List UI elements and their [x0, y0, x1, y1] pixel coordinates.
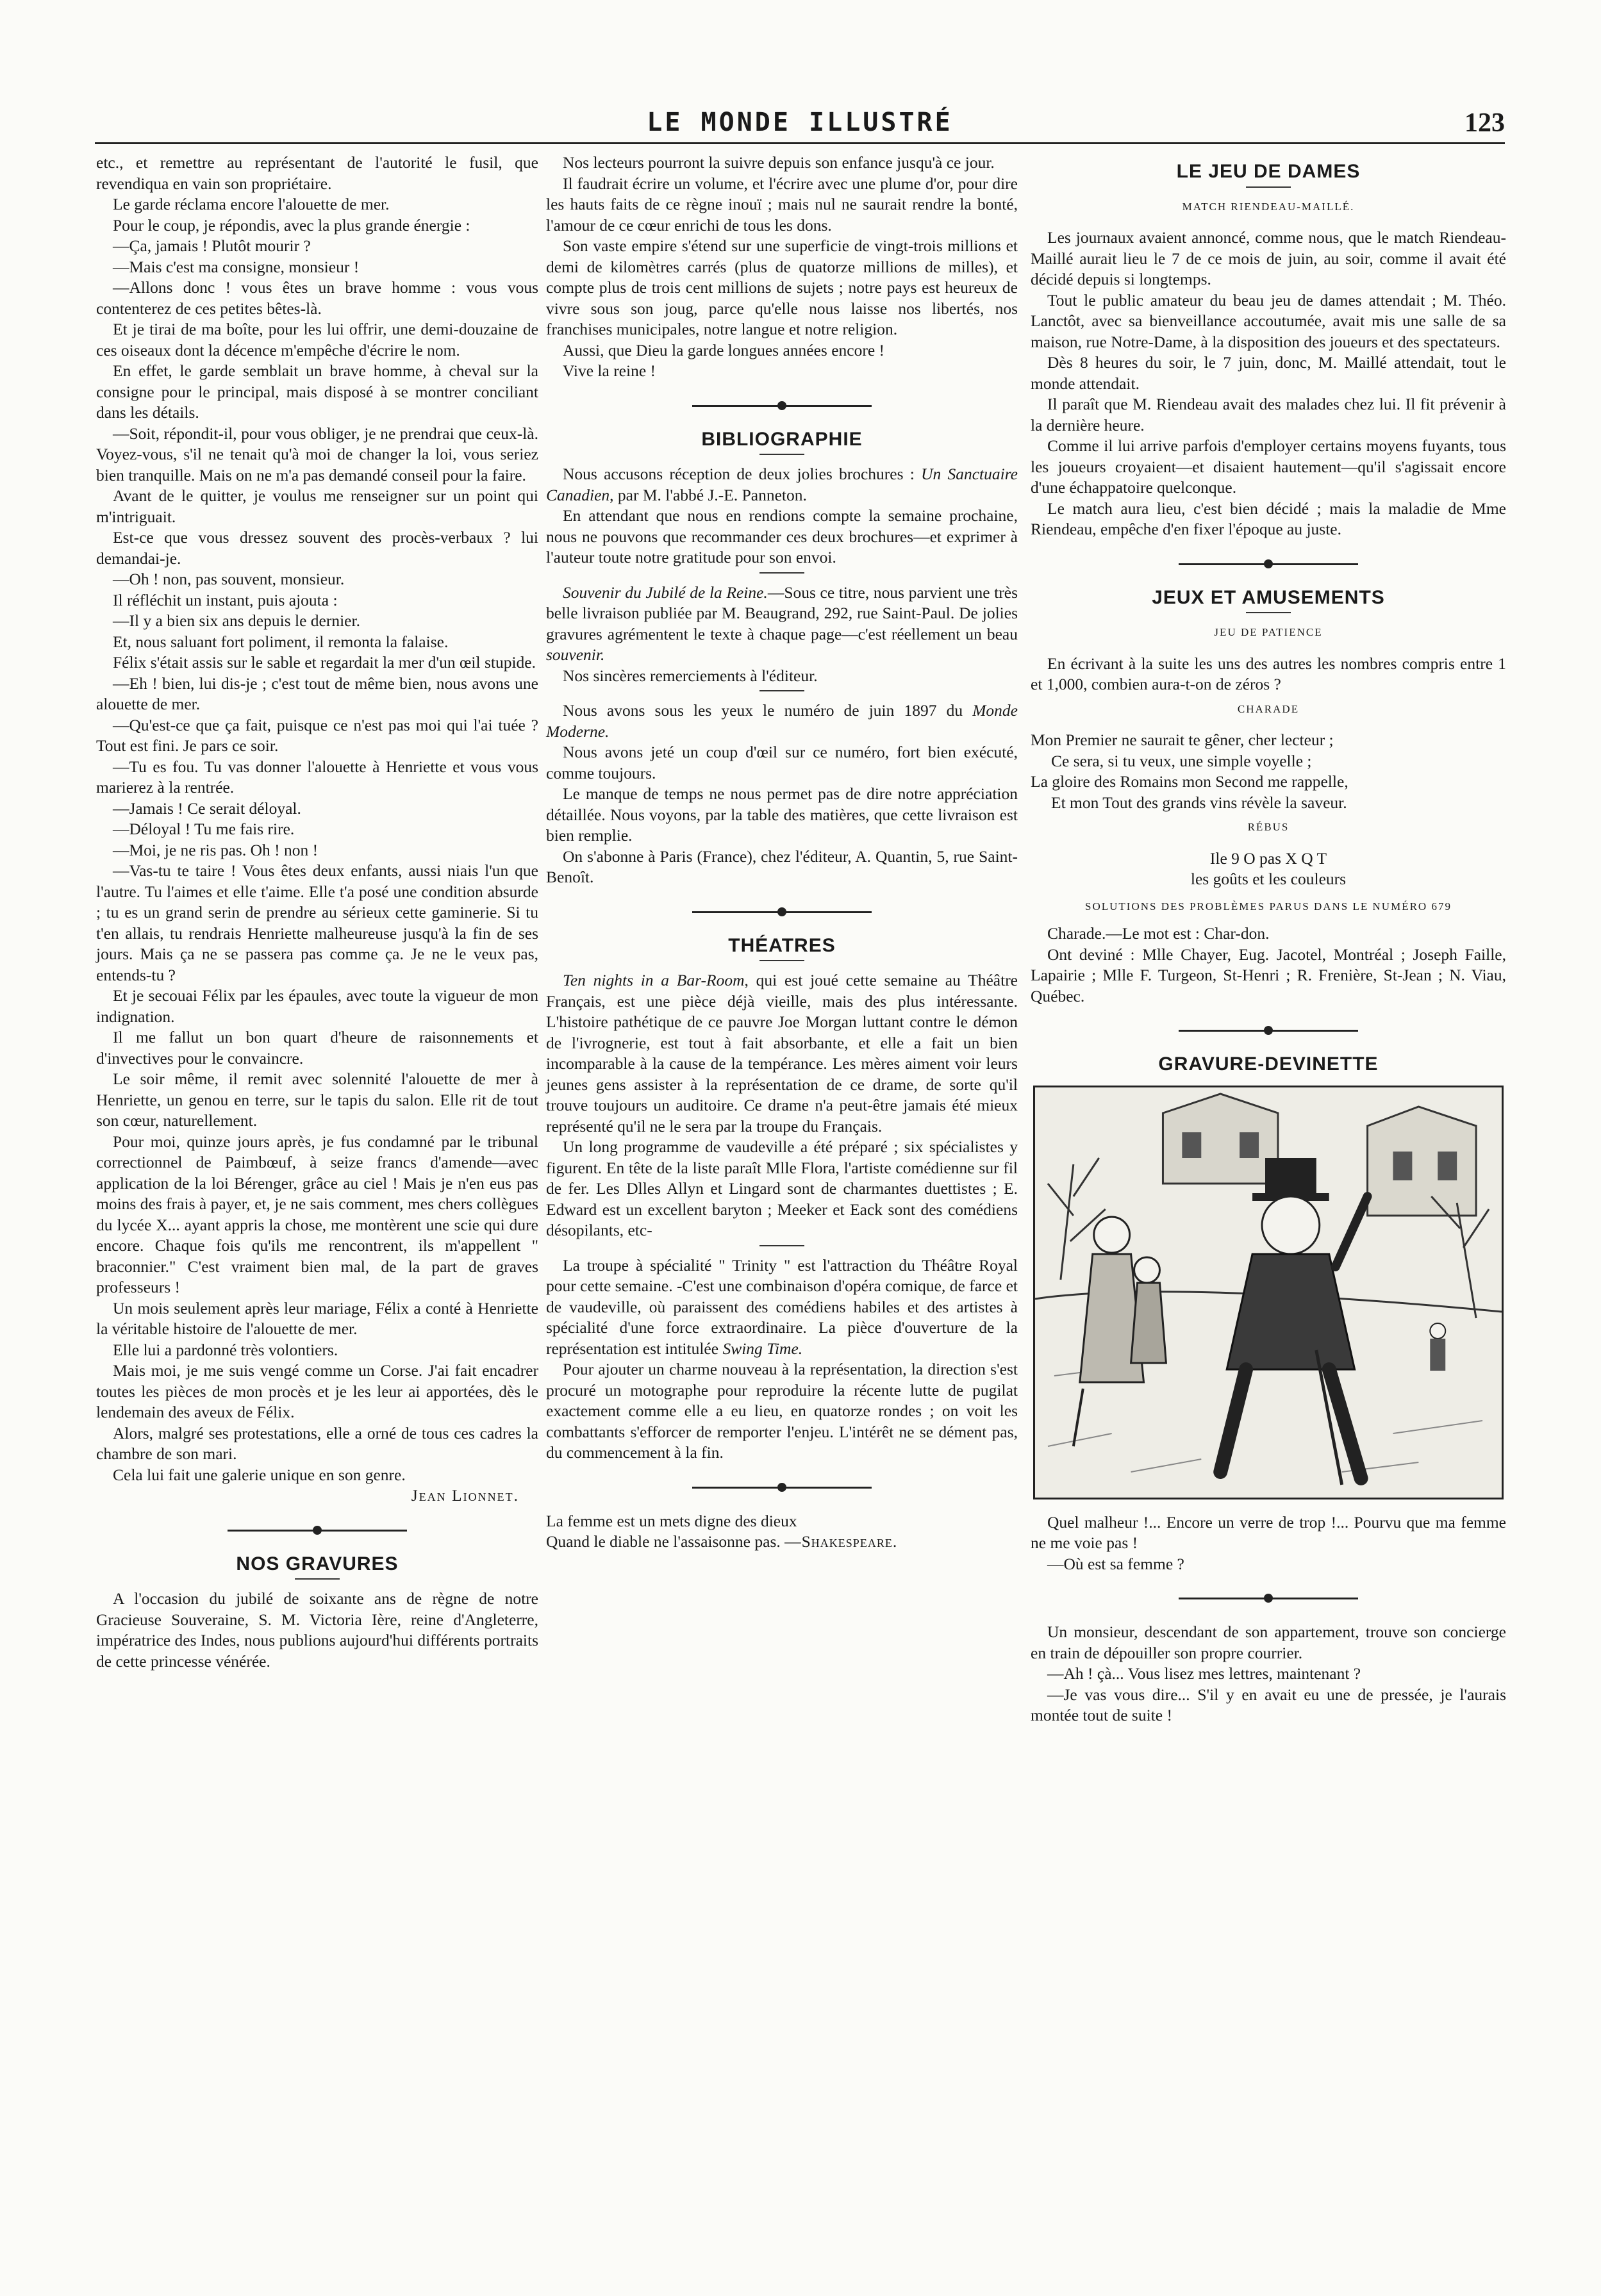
paragraph: Comme il lui arrive parfois d'employer certains moyens fuyants, tous les joueurs croyaient—et disaient hautement—qu'il s'agissait encore d'une échappatoire quelconque.: [1031, 436, 1506, 497]
paragraph: —Oh ! non, pas souvent, monsieur.: [113, 570, 345, 588]
paragraph: —Je vas vous dire... S'il y en avait eu une de pressée, je l'aurais montée tout de suite !: [1031, 1685, 1506, 1724]
paragraph: A l'occasion du jubilé de soixante ans de règne de notre Gracieuse Souveraine, S. M. Victoria Ière, reine d'Angleterre, impératrice des Indes, nous publions aujourd'hui différents portraits de cette princesse vénérée.: [96, 1589, 538, 1671]
column-2: [546, 153, 1018, 1553]
paragraph: —Mais c'est ma consigne, monsieur !: [113, 257, 360, 276]
paragraph: —Déloyal ! Tu me fais rire.: [113, 820, 295, 838]
paragraph: Alors, malgré ses protestations, elle a orné de tous ces cadres la chambre de son mari.: [96, 1423, 538, 1463]
engraving-drawing: [1035, 1087, 1502, 1498]
heading-rule: [295, 1578, 340, 1580]
label-charade: CHARADE: [1237, 702, 1300, 715]
paragraph: Charade.—Le mot est : Char-don.: [1047, 924, 1270, 943]
paragraph: —Ça, jamais ! Plutôt mourir ?: [113, 236, 311, 255]
paragraph: Et je secouai Félix par les épaules, avec toute la vigueur de mon indignation.: [96, 986, 538, 1026]
paragraph: —Tu es fou. Tu vas donner l'alouette à Henriette et vous vous marierez à la rentrée.: [96, 757, 538, 797]
quote-line: La femme est un mets digne des dieux: [546, 1511, 797, 1530]
paragraph-rule: [759, 690, 804, 691]
paragraph: Un long programme de vaudeville a été préparé ; six spécialistes y figurent. En tête de la liste paraît Mlle Flora, l'artiste comédienne sur fil de fer. Les Dlles Allyn et Lingard sont de charmantes duettistes ; E. Edward est un excellent baryton ; Meeker et Eack sont des comédiens désopilants, etc-: [546, 1137, 1018, 1239]
paragraph: Et je tirai de ma boîte, pour les lui offrir, une demi-douzaine de ces oiseaux dont la décence m'empêche d'écrire le nom.: [96, 320, 538, 359]
masthead: [95, 108, 1505, 144]
paragraph: Vive la reine !: [563, 361, 656, 380]
paragraph: Pour ajouter un charme nouveau à la représentation, la direction s'est procuré un motographe pour reproduire la récente lutte de pugilat exactement comme elle a eu lieu, en quatorze rondes ; on voit les combattants s'efforcer de remporter l'enjeu. L'intérêt ne se dément pas, du commencement à la fin.: [546, 1360, 1018, 1462]
paragraph: —Ah ! çà... Vous lisez mes lettres, maintenant ?: [1047, 1664, 1361, 1683]
engraving-illustration: [1033, 1086, 1504, 1499]
quote-author: —Shakespeare.: [784, 1532, 898, 1551]
paragraph: Il me fallut un bon quart d'heure de raisonnements et d'invectives pour le convaincre.: [96, 1028, 538, 1068]
author-signature: Jean Lionnet.: [411, 1486, 519, 1505]
paragraph: En écrivant à la suite les uns des autres les nombres compris entre 1 et 1,000, combien aura-t-on de zéros ?: [1031, 654, 1506, 693]
masthead-title: LE MONDE ILLUSTRÉ: [647, 108, 953, 137]
paragraph-rule: [759, 572, 804, 574]
paragraph: Le match aura lieu, c'est bien décidé ; mais la maladie de Mme Riendeau, empêche d'en fixer l'époque au juste.: [1031, 499, 1506, 538]
paragraph: Un monsieur, descendant de son appartement, trouve son concierge en train de dépouiller son propre courrier.: [1031, 1623, 1506, 1662]
section-heading-theatres: THÉATRES: [728, 934, 836, 956]
heading-rule: [759, 960, 804, 961]
heading-rule: [1246, 612, 1291, 613]
rebus-line: les goûts et les couleurs: [1190, 870, 1347, 888]
paragraph: Les journaux avaient annoncé, comme nous, que le match Riendeau-Maillé aurait lieu le 7 de ce mois de juin, au soir, comme il avait été décidé depuis si longtemps.: [1031, 228, 1506, 288]
paragraph: En effet, le garde semblait un brave homme, à cheval sur la consigne pour le principal, mais disposé à se montrer conciliant dans les détails.: [96, 361, 538, 422]
paragraph: —Jamais ! Ce serait déloyal.: [113, 798, 301, 818]
paragraph: Le manque de temps ne nous permet pas de dire notre appréciation détaillée. Nous voyons, par la table des matières, que cette livraison est bien remplie.: [546, 784, 1018, 845]
rebus-line: Ile 9 O pas X Q T: [1209, 848, 1327, 868]
label-solutions: SOLUTIONS DES PROBLÈMES PARUS DANS LE NUMÉRO 679: [1085, 900, 1452, 913]
paragraph: —Eh ! bien, lui dis-je ; c'est tout de même bien, nous avons une alouette de mer.: [96, 673, 538, 713]
paragraph: Avant de le quitter, je voulus me renseigner sur un point qui m'intriguait.: [96, 486, 538, 526]
charade-line: La gloire des Romains mon Second me rappelle,: [1031, 772, 1348, 791]
paragraph: Nos lecteurs pourront la suivre depuis son enfance jusqu'à ce jour.: [563, 153, 995, 172]
ornamental-separator: [692, 401, 872, 410]
paragraph: Est-ce que vous dressez souvent des procès-verbaux ? lui demandai-je.: [96, 528, 538, 568]
charade-line: Ce sera, si tu veux, une simple voyelle ;: [1051, 751, 1312, 770]
paragraph: —Vas-tu te taire ! Vous êtes deux enfants, aussi niais l'un que l'autre. Tu l'aimes et elle t'aime. Elle t'a posé une condition absurde ; tu es un grand serin de prendre au sérieux cette gaminerie. Si tu t'en allais, tu rendrais Henriette malheureuse jusqu'à la fin de ses jours. Mais ça ne se passera pas comme ça. Je ne le veux pas, entends-tu ?: [96, 861, 538, 984]
paragraph: Pour moi, quinze jours après, je fus condamné par le tribunal correctionnel de Paimbœuf, à seize francs d'amende—avec application de la loi Bérenger, grâce au ciel ! Mais je n'en eus pas moins des frais à payer, et, je ne sais comment, mes chers collègues du lycée X... ayant appris la chose, me montèrent une scie qui dure encore. Chaque fois qu'ils me rencontrent, ils m'appellent " braconnier." C'est vraiment bien mal, de la part de graves professeurs !: [96, 1132, 538, 1296]
engraving-caption: Quel malheur !... Encore un verre de trop !... Pourvu que ma femme ne me voie pas !: [1031, 1512, 1506, 1552]
charade-line: Et mon Tout des grands vins révèle la saveur.: [1051, 793, 1347, 812]
ornamental-separator: [692, 1483, 872, 1492]
paragraph: Nous avons sous les yeux le numéro de juin 1897 du Monde Moderne.: [546, 701, 1018, 741]
paragraph: Il paraît que M. Riendeau avait des malades chez lui. Il fit prévenir à la dernière heure.: [1031, 395, 1506, 434]
paragraph: Pour le coup, je répondis, avec la plus grande énergie :: [113, 215, 470, 235]
paragraph: Cela lui fait une galerie unique en son genre.: [113, 1465, 406, 1484]
ornamental-separator: [1179, 1594, 1358, 1603]
paragraph: Elle lui a pardonné très volontiers.: [113, 1340, 338, 1359]
paragraph-rule: [759, 1245, 804, 1246]
paragraph: —Soit, répondit-il, pour vous obliger, je ne prendrai que ceux-là. Voyez-vous, s'il ne tenait qu'à moi de changer la loi, vous seriez bien tranquille. Mais on ne m'a pas demandé conseil pour la faire.: [96, 424, 538, 484]
paragraph: On s'abonne à Paris (France), chez l'éditeur, A. Quantin, 5, rue Saint-Benoît.: [546, 847, 1018, 886]
paragraph: En attendant que nous en rendions compte la semaine prochaine, nous ne pouvons que recommander ces deux brochures—et exprimer à l'auteur toute notre gratitude pour son envoi.: [546, 506, 1018, 566]
quote-line: Quand le diable ne l'assaisonne pas. —Shakespeare.: [546, 1532, 898, 1551]
label-jeu-de-patience: JEU DE PATIENCE: [1214, 626, 1323, 638]
section-subheading: MATCH RIENDEAU-MAILLÉ.: [1182, 200, 1355, 213]
paragraph: Il réfléchit un instant, puis ajouta :: [113, 590, 338, 609]
paragraph: La troupe à spécialité " Trinity " est l'attraction du Théâtre Royal pour cette semaine. -C'est une combinaison d'opéra comique, de farce et de vaudeville, où paraissent des comédiens habiles et des artistes à spécialité d'une force extraordinaire. La pièce d'ouverture de la représentation est intitulée Swing Time.: [546, 1255, 1018, 1358]
paragraph: Son vaste empire s'étend sur une superficie de vingt-trois millions et demi de kilomètres carrés (plus de quatorze millions de milles), et compte plus de trois cent millions de sujets ; notre pays est heureux de vivre sous son joug, parce qu'elle nous laisse nos libertés, nos franchises municipales, notre langue et notre religion.: [546, 236, 1018, 338]
heading-rule: [1246, 186, 1291, 188]
paragraph: Le garde réclama encore l'alouette de mer.: [113, 195, 390, 213]
paragraph: Souvenir du Jubilé de la Reine.—Sous ce titre, nous parvient une très belle livraison publiée par M. Beaugrand, 292, rue Saint-Paul. De jolies gravures agrémentent le texte à chaque page—c'est réellement un beau souvenir.: [546, 582, 1018, 664]
paragraph: Un mois seulement après leur mariage, Félix a conté à Henriette la véritable histoire de l'alouette de mer.: [96, 1298, 538, 1338]
ornamental-separator: [1179, 559, 1358, 568]
column-3: [1031, 153, 1506, 1726]
paragraph: Dès 8 heures du soir, le 7 juin, donc, M. Maillé attendait, tout le monde attendait.: [1031, 353, 1506, 393]
ornamental-separator: [228, 1526, 407, 1535]
paragraph: Mais moi, je me suis vengé comme un Corse. J'ai fait encadrer toutes les pièces de mon procès et je les leur ai apportées, dès le lendemain des aveux de Félix.: [96, 1361, 538, 1421]
paragraph: Ont deviné : Mlle Chayer, Eug. Jacotel, Montréal ; Joseph Faille, Lapairie ; Mlle F. Turgeon, St-Henri ; R. Frenière, St-Jean ; N. Viau, Québec.: [1031, 945, 1506, 1005]
paragraph: Tout le public amateur du beau jeu de dames attendait ; M. Théo. Lanctôt, avec sa bienveillance accoutumée, avait mis une salle de sa maison, rue Notre-Dame, à la disposition des joueurs et des spectateurs.: [1031, 290, 1506, 351]
paragraph: etc., et remettre au représentant de l'autorité le fusil, que revendiqua en vain son propriétaire.: [96, 153, 538, 193]
paragraph: Nos sincères remerciements à l'éditeur.: [563, 666, 818, 685]
paragraph: Le soir même, il remit avec solennité l'alouette de mer à Henriette, un genou en terre, sur le tapis du salon. Elle rit de tout son cœur, naturellement.: [96, 1070, 538, 1130]
paragraph: Et, nous saluant fort poliment, il remonta la falaise.: [113, 632, 449, 651]
heading-rule: [759, 454, 804, 455]
paragraph: —Il y a bien six ans depuis le dernier.: [113, 611, 360, 630]
page-number: 123: [1464, 108, 1505, 138]
ornamental-separator: [1179, 1026, 1358, 1035]
column-1: [96, 153, 538, 1672]
paragraph: Nous accusons réception de deux jolies brochures : Un Sanctuaire Canadien, par M. l'abbé J.-E. Panneton.: [546, 465, 1018, 504]
paragraph: Ten nights in a Bar-Room, qui est joué cette semaine au Théâtre Français, est une pièce déjà vieille, mais des plus intéressante. L'histoire pathétique de ce pauvre Joe Morgan luttant contre le démon de l'ivrognerie, est tout à fait absorbante, et elle a fait un bien incomparable à la cause de la tempérance. Les mères aiment voir leurs jeunes gens assister à la représentation de ce drame, de sorte qu'il trouve toujours un auditoire. Ce drame n'a peut-être jamais été mieux représenté qu'il ne le sera par la troupe du Français.: [546, 971, 1018, 1136]
paragraph: Nous avons jeté un coup d'œil sur ce numéro, fort bien exécuté, comme toujours.: [546, 743, 1018, 782]
paragraph: Aussi, que Dieu la garde longues années encore !: [563, 340, 885, 359]
section-heading-jeux: JEUX ET AMUSEMENTS: [1152, 586, 1385, 608]
paragraph: —Allons donc ! vous êtes un brave homme : vous vous contenterez de ces petites bêtes-là.: [96, 278, 538, 318]
label-rebus: RÉBUS: [1247, 821, 1290, 833]
section-heading-gravure-devinette: GRAVURE-DEVINETTE: [1158, 1053, 1379, 1075]
paragraph: —Qu'est-ce que ça fait, puisque ce n'est pas moi qui l'ai tuée ? Tout est fini. Je pars ce soir.: [96, 715, 538, 755]
paragraph: —Moi, je ne ris pas. Oh ! non !: [113, 840, 319, 859]
engraving-question: —Où est sa femme ?: [1047, 1554, 1184, 1573]
paragraph: Félix s'était assis sur le sable et regardait la mer d'un œil stupide.: [113, 653, 536, 672]
paragraph: Il faudrait écrire un volume, et l'écrire avec une plume d'or, pour dire les hauts faits de ce règne inouï ; mais nul ne saurait rendre la bonté, l'amour de ce cœur enrichi de tous les dons.: [546, 174, 1018, 235]
section-heading-bibliographie: BIBLIOGRAPHIE: [701, 428, 863, 450]
ornamental-separator: [692, 907, 872, 916]
section-heading-jeu-de-dames: LE JEU DE DAMES: [1176, 161, 1361, 182]
charade-line: Mon Premier ne saurait te gêner, cher lecteur ;: [1031, 731, 1334, 749]
section-heading-nos-gravures: NOS GRAVURES: [236, 1553, 399, 1574]
